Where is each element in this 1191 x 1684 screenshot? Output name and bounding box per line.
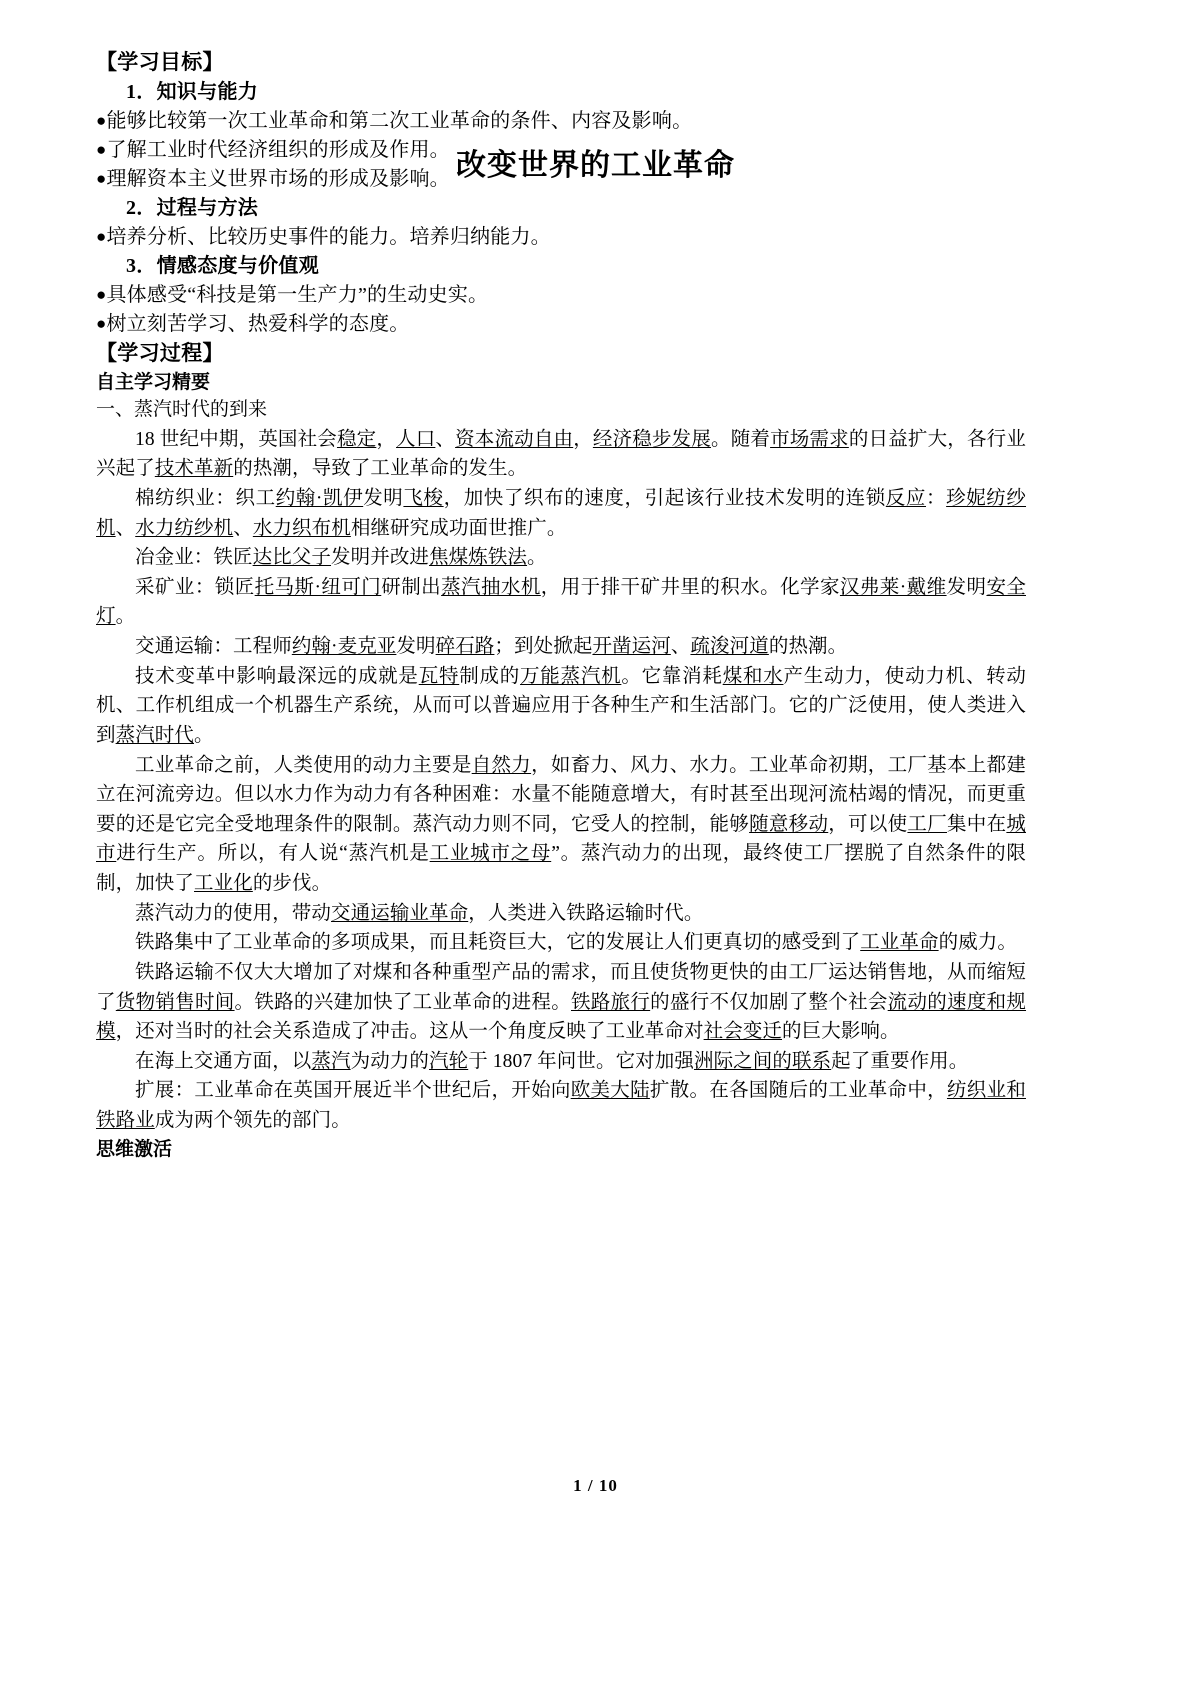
underlined-key-term: 纺织业和铁路业 xyxy=(96,1080,1026,1132)
underlined-key-term: 万能蒸汽机 xyxy=(520,665,622,687)
paragraph-text: 铁路集中了工业革命的多项成果，而且耗资巨大，它的发展让人们更真切的感受到了 xyxy=(135,932,861,954)
underlined-key-term: 水力织布机 xyxy=(252,517,351,539)
underlined-key-term: 流动的速度和规模 xyxy=(96,991,1027,1043)
underlined-key-term: 铁路旅行 xyxy=(571,991,651,1013)
underlined-key-term: 资本流动自由 xyxy=(455,428,574,450)
underlined-key-term: 蒸汽 xyxy=(311,1050,351,1072)
underlined-key-term: 洲际之间的联系 xyxy=(693,1050,832,1072)
objective-bullet xyxy=(96,310,1026,339)
paragraph-text: ；到处掀起 xyxy=(494,636,593,658)
underlined-key-term: 工业城市之母 xyxy=(429,843,552,865)
objective-bullet-text: 培养分析、比较历史事件的能力。培养归纳能力。 xyxy=(106,225,551,248)
paragraph-text: 、 xyxy=(670,636,691,658)
learning-process-heading: 【学习过程】 xyxy=(96,340,224,365)
paragraph-text: 冶金业：铁匠 xyxy=(135,547,253,569)
paragraph-text: 蒸汽动力的使用，带动 xyxy=(135,902,332,924)
paragraph-text: 为动力的 xyxy=(350,1050,430,1072)
bullet-dot-icon: ● xyxy=(96,110,107,130)
underlined-key-term: 疏浚河道 xyxy=(690,636,769,658)
underlined-key-term: 工业革命 xyxy=(860,932,939,954)
paragraph-text: 工业革命之前，人类使用的动力主要是 xyxy=(135,754,472,776)
underlined-key-term: 蒸汽时代 xyxy=(115,724,195,746)
objective-bullet xyxy=(96,165,1026,194)
underlined-key-term: 社会变迁 xyxy=(703,1021,783,1043)
objective-group-3-title: 3．情感态度与价值观 xyxy=(126,254,319,277)
paragraph-text: ， xyxy=(376,428,397,450)
paragraph-text: 的威力。 xyxy=(938,932,1018,954)
paragraph-text: ”。蒸汽动力的出现，最终使工厂摆脱了自然条件的限制，加快了 xyxy=(96,843,1026,895)
body-paragraph xyxy=(96,484,1026,543)
paragraph-text: 制成的 xyxy=(459,665,521,687)
objective-bullet-text: 理解资本主义世界市场的形成及影响。 xyxy=(106,167,450,190)
paragraph-text: ，用于排干矿井里的积水。化学家 xyxy=(540,576,840,598)
paragraph-text: 。 xyxy=(115,606,136,628)
underlined-key-term: 开凿运河 xyxy=(592,636,671,658)
objective-group-1 xyxy=(96,78,1026,194)
underlined-key-term: 达比父子 xyxy=(252,547,332,569)
paragraph-text: 。 xyxy=(194,724,214,746)
paragraph-text: 发明 xyxy=(946,576,987,598)
paragraph-text: 扩展：工业革命在英国开展近半个世纪后，开始向 xyxy=(135,1080,571,1102)
underlined-key-term: 约翰·麦克亚 xyxy=(291,636,397,658)
paragraph-text: 进行生产。所以，有人说“蒸汽机是 xyxy=(116,843,430,865)
underlined-key-term: 随意移动 xyxy=(749,813,829,835)
paragraph-text: ， xyxy=(573,428,593,450)
paragraph-text: 。铁路的兴建加快了工业革命的进程。 xyxy=(234,991,571,1013)
paragraph-text: 集中在 xyxy=(947,813,1007,835)
paragraph-text: 于 1807 年问世。它对加强 xyxy=(468,1050,694,1072)
paragraph-text: 在海上交通方面，以 xyxy=(135,1050,312,1072)
paragraph-text: 铁路运输不仅大大增加了对煤和各种重型产品的需求，而且使货物更快的由工厂运达销售地，从而缩短了 xyxy=(96,961,1026,1013)
underlined-key-term: 托马斯·纽可门 xyxy=(254,576,382,598)
paragraph-text: 。随着 xyxy=(711,428,771,450)
objective-group-3 xyxy=(96,252,1026,339)
body-paragraph xyxy=(96,662,1026,751)
underlined-key-term: 工厂 xyxy=(907,813,948,835)
paragraph-text: 。它靠消耗 xyxy=(621,665,723,687)
self-study-heading: 自主学习精要 xyxy=(96,371,211,393)
paragraph-text: 发明并改进 xyxy=(331,547,430,569)
title-spacer xyxy=(96,0,1026,48)
learning-objectives-heading: 【学习目标】 xyxy=(96,50,224,74)
underlined-key-term: 货物销售时间 xyxy=(115,991,235,1013)
body-paragraph xyxy=(96,425,1026,484)
body-paragraph xyxy=(96,632,1026,662)
paragraph-text: 扩散。在各国随后的工业革命中， xyxy=(649,1080,947,1102)
body-paragraphs xyxy=(96,425,1026,1136)
underlined-key-term: 稳定 xyxy=(336,428,377,450)
objective-bullet xyxy=(96,136,1026,165)
objective-group-2-title: 2．过程与方法 xyxy=(126,196,259,219)
paragraph-text: 的盛行不仅加剧了整个社会 xyxy=(650,991,888,1013)
body-paragraph xyxy=(96,543,1026,573)
paragraph-text: ，人类进入铁路运输时代。 xyxy=(468,902,704,924)
objective-bullet xyxy=(96,281,1026,310)
underlined-key-term: 飞梭 xyxy=(403,487,444,509)
paragraph-text: 研制出 xyxy=(381,576,442,598)
underlined-key-term: 技术革新 xyxy=(154,458,234,480)
paragraph-text: 发明 xyxy=(363,487,404,509)
underlined-key-term: 汽轮 xyxy=(429,1050,469,1072)
body-paragraph xyxy=(96,573,1026,632)
body-paragraph xyxy=(96,958,1026,1047)
paragraph-text: 的日益扩大，各行业兴起了 xyxy=(96,428,1026,480)
paragraph-text: 的步伐。 xyxy=(252,873,332,895)
underlined-key-term: 经济稳步发展 xyxy=(592,428,712,450)
paragraph-text: ： xyxy=(926,487,947,509)
paragraph-text: 的巨大影响。 xyxy=(782,1021,900,1043)
page-number: 1 / 10 xyxy=(573,1476,618,1495)
paragraph-text: 。 xyxy=(527,547,547,569)
paragraph-text: 、 xyxy=(233,517,253,539)
underlined-key-term: 交通运输业革命 xyxy=(331,902,469,924)
underlined-key-term: 汉弗莱·戴维 xyxy=(839,576,947,598)
objective-group-1-title: 1．知识与能力 xyxy=(126,80,259,103)
paragraph-text: 成为两个领先的部门。 xyxy=(154,1110,351,1132)
paragraph-text: 18 世纪中期，英国社会 xyxy=(135,428,337,450)
underlined-key-term: 煤和水 xyxy=(722,665,784,687)
page-title: 改变世界的工业革命 xyxy=(456,149,735,182)
paragraph-text: ，可以使 xyxy=(828,813,908,835)
paragraph-text: ，加快了织布的速度，引起该行业技术发明的连锁 xyxy=(443,487,886,509)
thinking-activation-heading: 思维激活 xyxy=(96,1138,173,1160)
document-body xyxy=(96,0,1026,1163)
paragraph-text: 、 xyxy=(115,517,136,539)
underlined-key-term: 市场需求 xyxy=(770,428,849,450)
bullet-dot-icon: ● xyxy=(96,284,107,304)
paragraph-text: 的热潮。 xyxy=(768,636,848,658)
underlined-key-term: 瓦特 xyxy=(418,665,460,687)
objective-bullet-text: 能够比较第一次工业革命和第二次工业革命的条件、内容及影响。 xyxy=(106,109,693,132)
underlined-key-term: 安全灯 xyxy=(96,576,1026,628)
underlined-key-term: 工业化 xyxy=(194,873,253,895)
paragraph-text: 相继研究成功面世推广。 xyxy=(350,517,567,539)
bullet-dot-icon: ● xyxy=(96,168,107,188)
underlined-key-term: 人口 xyxy=(396,428,436,450)
objective-bullet-text: 了解工业时代经济组织的形成及作用。 xyxy=(106,138,450,161)
underlined-key-term: 焦煤炼铁法 xyxy=(429,547,528,569)
paragraph-text: ，如畜力、风力、水力。工业革命初期，工厂基本上都建立在河流旁边。但以水力作为动力有各种困难：水量不能随意增大，有时甚至出现河流枯竭的情况，而更重要的还是它完全受地理条件的限制。蒸汽动力则不同，它受人的控制，能够 xyxy=(96,754,1026,835)
bullet-dot-icon: ● xyxy=(96,226,107,246)
paragraph-text: 棉纺织业：织工 xyxy=(135,487,276,509)
objective-bullet-text: 具体感受“科技是第一生产力”的生动史实。 xyxy=(106,283,489,306)
section-one-heading: 一、蒸汽时代的到来 xyxy=(96,399,268,421)
body-paragraph xyxy=(96,751,1026,899)
objective-group-2 xyxy=(96,194,1026,252)
body-paragraph xyxy=(96,928,1026,958)
body-paragraph xyxy=(96,1047,1026,1077)
bullet-dot-icon: ● xyxy=(96,139,107,159)
objective-bullet xyxy=(96,223,1026,252)
body-paragraph xyxy=(96,899,1026,929)
paragraph-text: 交通运输：工程师 xyxy=(135,636,292,658)
underlined-key-term: 城市 xyxy=(96,813,1026,865)
bullet-dot-icon: ● xyxy=(96,313,107,333)
paragraph-text: 、 xyxy=(435,428,456,450)
paragraph-text: 发明 xyxy=(396,636,436,658)
underlined-key-term: 反应 xyxy=(885,487,926,509)
paragraph-text: 起了重要作用。 xyxy=(831,1050,969,1072)
paragraph-text: ，还对当时的社会关系造成了冲击。这从一个角度反映了工业革命对 xyxy=(115,1021,704,1043)
underlined-key-term: 欧美大陆 xyxy=(570,1080,650,1102)
underlined-key-term: 约翰·凯伊 xyxy=(275,487,364,509)
paragraph-text: 采矿业：锁匠 xyxy=(135,576,255,598)
underlined-key-term: 碎石路 xyxy=(435,636,495,658)
underlined-key-term: 珍妮纺纱机 xyxy=(96,487,1027,539)
paragraph-text: 技术变革中影响最深远的成就是 xyxy=(135,665,419,687)
paragraph-text: 的热潮，导致了工业革命的发生。 xyxy=(233,458,528,480)
body-paragraph xyxy=(96,1076,1026,1135)
objective-bullet xyxy=(96,107,1026,136)
underlined-key-term: 水力纺纱机 xyxy=(135,517,234,539)
underlined-key-term: 蒸汽抽水机 xyxy=(441,576,541,598)
objective-bullet-text: 树立刻苦学习、热爱科学的态度。 xyxy=(106,312,410,335)
underlined-key-term: 自然力 xyxy=(471,754,532,776)
paragraph-text: 产生动力，使动力机、转动机、工作机组成一个机器生产系统，从而可以普遍应用于各种生产和生活部门。它的广泛使用，使人类进入到 xyxy=(96,665,1026,746)
